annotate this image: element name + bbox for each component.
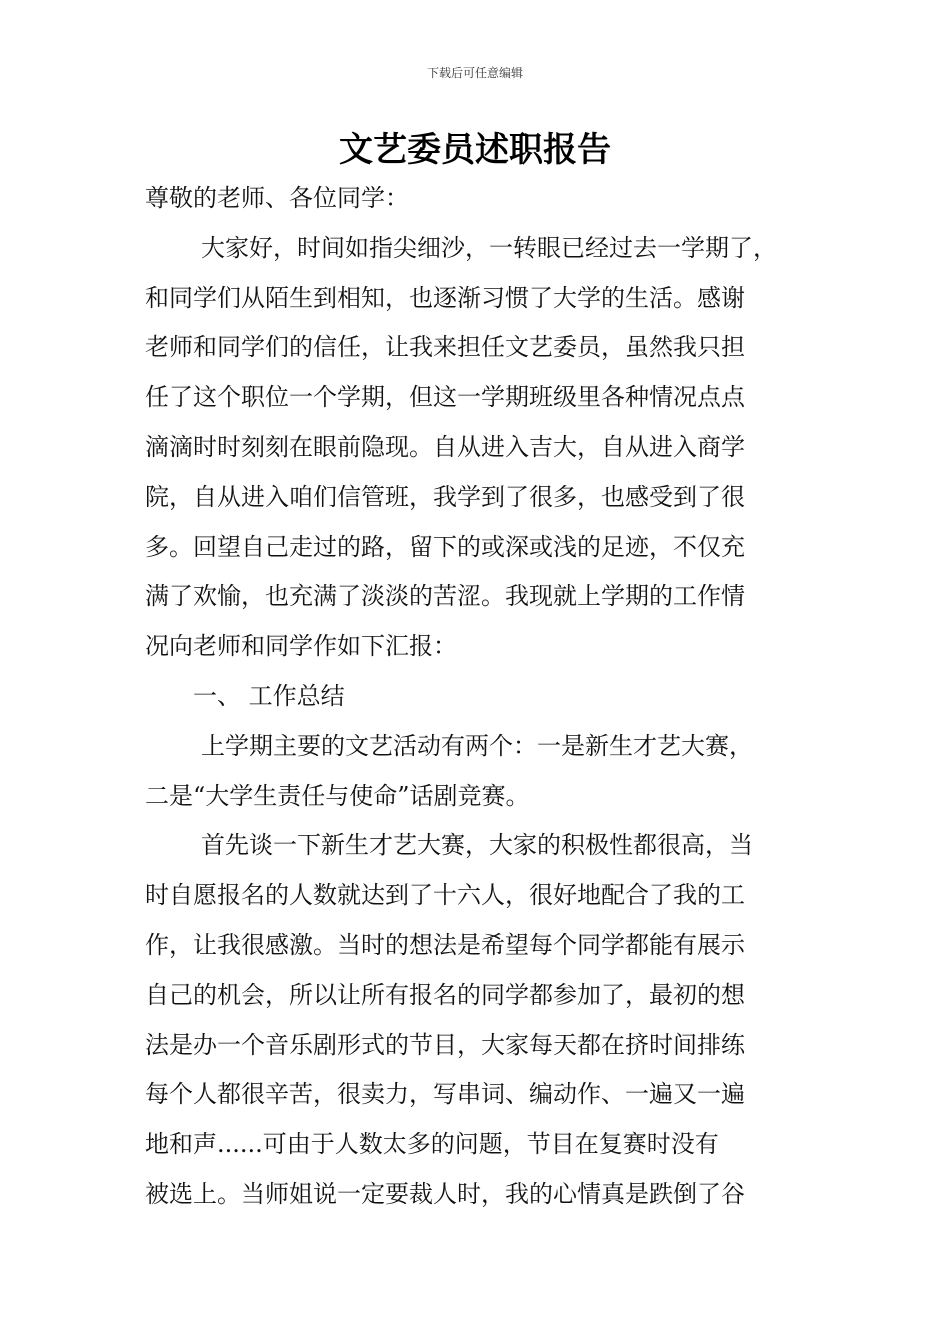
paragraph-line: 每个人都很辛苦，很卖力，写串词、编动作、一遍又一遍 <box>145 1080 745 1109</box>
header-note: 下载后可任意编辑 <box>426 66 523 80</box>
paragraph-line: 被选上。当师姐说一定要裁人时，我的心情真是跌倒了谷 <box>145 1179 745 1208</box>
paragraph-line: 滴滴时时刻刻在眼前隐现。自从进入吉大，自从进入商学 <box>145 432 745 461</box>
paragraph-line: 作，让我很感激。当时的想法是希望每个同学都能有展示 <box>145 930 745 959</box>
document-title: 文艺委员述职报告 <box>339 130 611 170</box>
paragraph-line: 和同学们从陌生到相知，也逐渐习惯了大学的生活。感谢 <box>145 283 745 312</box>
paragraph-line: 大家好，时间如指尖细沙，一转眼已经过去一学期了， <box>201 233 777 262</box>
paragraph-line: 多。回望自己走过的路，留下的或深或浅的足迹，不仅充 <box>145 532 745 561</box>
paragraph-line: 二是“大学生责任与使命”话剧竞赛。 <box>145 781 530 810</box>
paragraph-line: 法是办一个音乐剧形式的节目，大家每天都在挤时间排练 <box>145 1030 745 1059</box>
paragraph-line: 自己的机会，所以让所有报名的同学都参加了，最初的想 <box>145 980 745 1009</box>
paragraph-line: 上学期主要的文艺活动有两个：一是新生才艺大赛， <box>201 731 753 760</box>
paragraph-line: 地和声......可由于人数太多的问题，节目在复赛时没有 <box>145 1130 719 1159</box>
document-body <box>145 174 810 1220</box>
paragraph-line: 任了这个职位一个学期，但这一学期班级里各种情况点点 <box>145 383 745 412</box>
paragraph-line: 院，自从进入咱们信管班，我学到了很多，也感受到了很 <box>145 482 745 511</box>
salutation-line: 尊敬的老师、各位同学： <box>145 184 409 212</box>
paragraph-line: 首先谈一下新生才艺大赛，大家的积极性都很高，当 <box>201 831 753 860</box>
paragraph-line: 满了欢愉，也充满了淡淡的苦涩。我现就上学期的工作情 <box>145 582 745 611</box>
paragraph-line: 况向老师和同学作如下汇报： <box>145 632 457 661</box>
paragraph-line: 时自愿报名的人数就达到了十六人，很好地配合了我的工 <box>145 881 745 910</box>
section-heading: 一、 工作总结 <box>193 681 345 710</box>
paragraph-line: 老师和同学们的信任，让我来担任文艺委员，虽然我只担 <box>145 333 745 362</box>
